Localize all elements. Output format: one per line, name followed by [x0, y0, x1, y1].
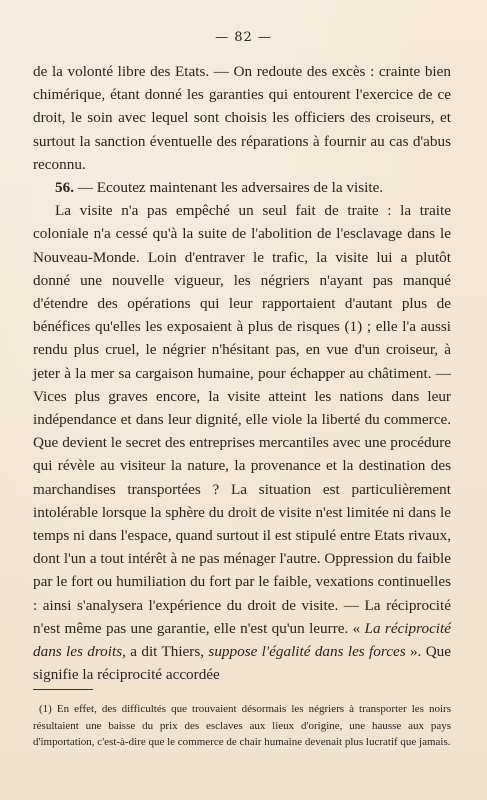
- arguments-text-a: La visite n'a pas empêché un seul fait de traite : la traite coloniale n'a cessé qu'à la suite de l'abolition de l'esclavage dans le Nouveau-Monde. Loin d'entraver le trafic, la visite lui a plutôt donné une nouvelle vigueur, les négriers n'ayant pas manqué d'étendre des opérations qui leur rapportaient d'autant plus de bénéfices qu'elles les exposaient à plus de risques (1) ; elle l'a aussi rendu plus cruel, le négrier n'hésitant pas, en vue d'un croiseur, à jeter à la mer sa cargaison humaine, pour échapper au châtiment. — Vices plus graves encore, la visite atteint les nations dans leur indépendance et dans leur dignité, elle viole la liberté du commerce. Que devient le secret des entreprises mercantiles avec une procédure qui révèle au visiteur la nature, la provenance et la destination des marchandises transportées ? La situation est particulièrement intolérable lorsque la sphère du droit de visite n'est limitée ni dans le temps ni dans l'espace, quand surtout il est stipulé entre Etats rivaux, dont l'un a tout intérêt à ne pas ménager l'autre. Oppression du faible par le fort ou humiliation du fort par le faible, vexations continuelles : ainsi s'analysera l'expérience du droit de visite. — La réciprocité n'est même pas une garantie, elle n'est qu'un leurre. «: [33, 202, 451, 637]
- footnote-divider: [33, 689, 93, 690]
- footnote: [33, 701, 451, 751]
- page-number: — 82 —: [215, 30, 272, 45]
- section-intro-text: — Ecoutez maintenant les adversaires de la visite.: [73, 179, 384, 197]
- paragraph-arguments: [33, 199, 451, 686]
- paragraph-section-56: [33, 176, 451, 199]
- arguments-text-b: a dit Thiers,: [125, 643, 209, 661]
- quote-part-1: La réciprocité dans les droits,: [33, 619, 451, 661]
- section-number: 56.: [55, 179, 74, 197]
- quote-part-2: suppose l'égalité dans les forces: [208, 643, 406, 661]
- main-text: [33, 60, 451, 686]
- footnote-text: (1) En effet, des difficultés que trouvaient désormais les négriers à transporter les noirs résultaient une baisse du prix des esclaves aux lieux d'origine, une hausse aux pays d'importation, c'est-à-dire que le commerce de chair humaine devenait plus lucratif que jamais.: [33, 703, 451, 748]
- paragraph-continuation: de la volonté libre des Etats. — On redoute des excès : crainte bien chimérique, étant donné les garanties qui entourent l'exercice de ce droit, le soin avec lequel sont choisis les officiers des croiseurs, et surtout la sanction éventuelle des réparations à fournir au cas d'abus reconnu.: [33, 63, 451, 173]
- arguments-text-c: ». Que signifie la réciprocité accordée: [33, 643, 451, 684]
